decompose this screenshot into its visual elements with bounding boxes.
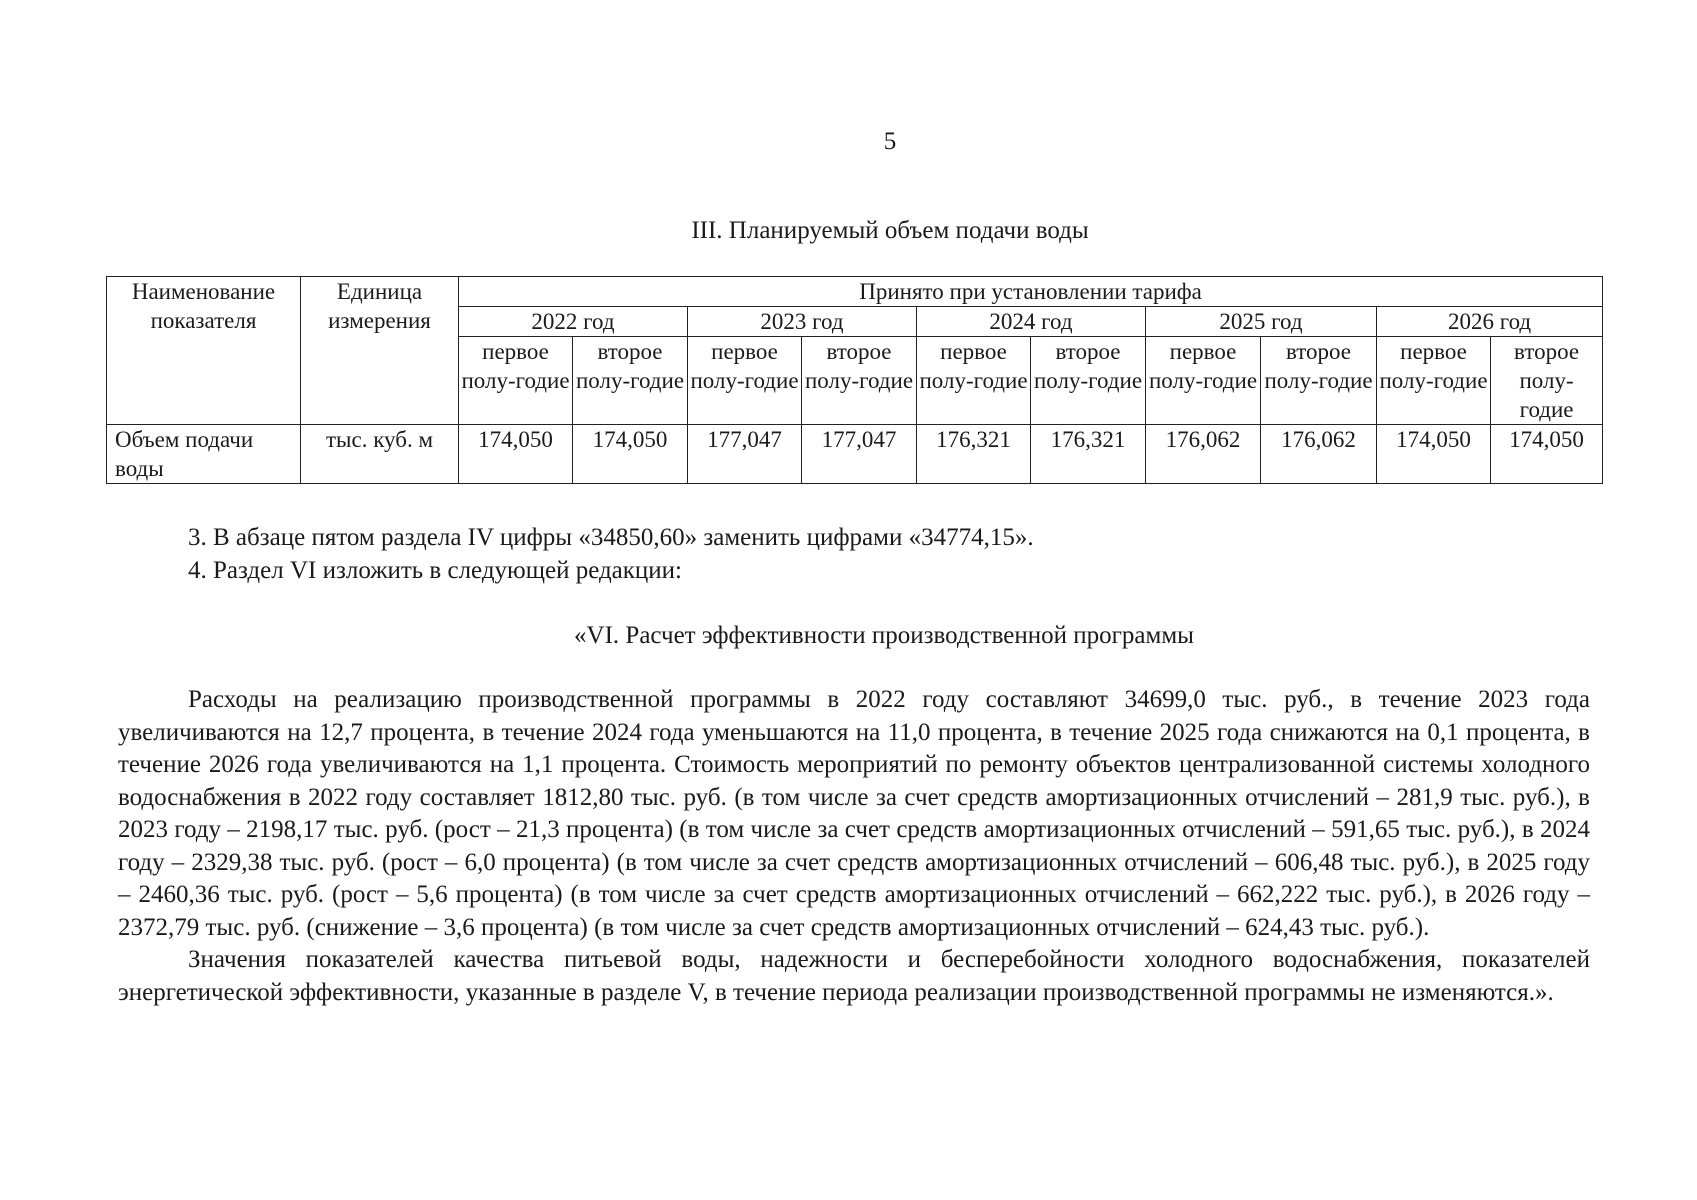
table-cell: 174,050 bbox=[1491, 425, 1603, 484]
header-half-first: первое полу-годие bbox=[1146, 337, 1261, 425]
table-cell: 176,062 bbox=[1261, 425, 1377, 484]
paragraph-indicators: Значения показателей качества питьевой воды, надежности и бесперебойности холодного водоснабжения, показателей энергетической эффективности, указанные в разделе V, в течение периода реализации производственной программы не изменяются.». bbox=[118, 946, 1590, 1006]
section-6-title: «VI. Расчет эффективности производственной программы bbox=[574, 622, 1194, 649]
header-half-second: второе полу-годие bbox=[573, 337, 688, 425]
table-cell: 176,062 bbox=[1146, 425, 1261, 484]
table-cell: 174,050 bbox=[573, 425, 688, 484]
header-half-second: второе полу-годие bbox=[1031, 337, 1146, 425]
table-cell: 176,321 bbox=[917, 425, 1031, 484]
table-cell: 174,050 bbox=[1377, 425, 1491, 484]
header-half-second: второе полу-годие bbox=[802, 337, 917, 425]
header-half-second: второе полу-годие bbox=[1491, 337, 1603, 425]
water-volume-table bbox=[106, 276, 1603, 484]
header-year: 2025 год bbox=[1146, 307, 1377, 337]
header-year: 2023 год bbox=[688, 307, 917, 337]
page-number: 5 bbox=[883, 128, 897, 155]
amendment-item-3: 3. В абзаце пятом раздела IV цифры «34850,60» заменить цифрами «34774,15». bbox=[188, 524, 1034, 551]
amendment-item-4: 4. Раздел VI изложить в следующей редакции: bbox=[188, 556, 683, 584]
row-indicator-name: Объем подачи воды bbox=[107, 425, 301, 484]
table-cell: 174,050 bbox=[459, 425, 573, 484]
table-cell: 177,047 bbox=[688, 425, 802, 484]
header-half-first: первое полу-годие bbox=[1377, 337, 1491, 425]
header-half-first: первое полу-годие bbox=[917, 337, 1031, 425]
table-header-row-1 bbox=[107, 277, 1603, 307]
table-row bbox=[107, 425, 1603, 484]
amendment-items bbox=[118, 522, 1590, 587]
table-cell: 176,321 bbox=[1031, 425, 1146, 484]
row-unit: тыс. куб. м bbox=[301, 425, 459, 484]
table-cell: 177,047 bbox=[802, 425, 917, 484]
header-indicator-name: Наименование показателя bbox=[107, 277, 301, 425]
header-half-second: второе полу-годие bbox=[1261, 337, 1377, 425]
header-year: 2022 год bbox=[459, 307, 688, 337]
paragraph-expenses: Расходы на реализацию производственной программы в 2022 году составляют 34699,0 тыс. руб., в течение 2023 года увеличиваются на 12,7 процента, в течение 2024 года уменьшаются на 11,0 процента, в течение 2025 года снижаются на 0,1 процента, в течение 2026 года увеличиваются на 1,1 процента. Стоимость мероприятий по ремонту объектов централизованной системы холодного водоснабжения в 2022 году составляет 1812,80 тыс. руб. (в том числе за счет средств амортизационных отчислений – 281,9 тыс. руб.), в 2023 году – 2198,17 тыс. руб. (рост – 21,3 процента) (в том числе за счет средств амортизационных отчислений – 591,65 тыс. руб.), в 2024 году – 2329,38 тыс. руб. (рост – 6,0 процента) (в том числе за счет средств амортизационных отчислений – 606,48 тыс. руб.), в 2025 году – 2460,36 тыс. руб. (рост – 5,6 процента) (в том числе за счет средств амортизационных отчислений – 662,222 тыс. руб.), в 2026 году – 2372,79 тыс. руб. (снижение – 3,6 процента) (в том числе за счет средств амортизационных отчислений – 624,43 тыс. руб.). bbox=[118, 686, 1590, 941]
section-6 bbox=[118, 620, 1590, 653]
header-half-first: первое полу-годие bbox=[688, 337, 802, 425]
header-tariff-group: Принято при установлении тарифа bbox=[459, 277, 1603, 307]
section-title: III. Планируемый объем подачи воды bbox=[691, 217, 1089, 244]
header-unit: Единица измерения bbox=[301, 277, 459, 425]
header-half-first: первое полу-годие bbox=[459, 337, 573, 425]
header-year: 2024 год bbox=[917, 307, 1146, 337]
section-6-body bbox=[118, 684, 1590, 1009]
header-year: 2026 год bbox=[1377, 307, 1603, 337]
